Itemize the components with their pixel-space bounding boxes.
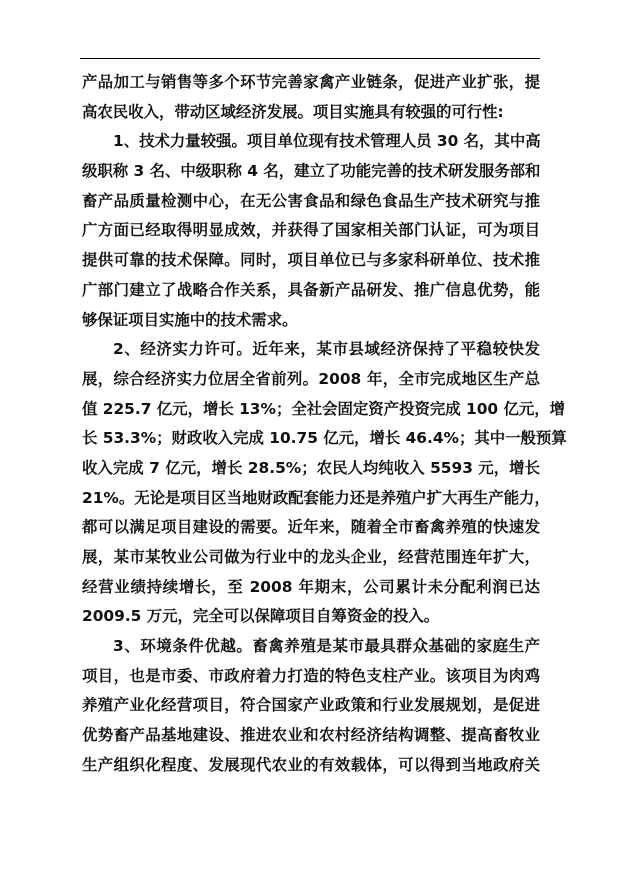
- text-line: 广部门建立了战略合作关系，具备新产品研发、推广信息优势，能: [82, 280, 540, 299]
- text-line: 经营业绩持续增长，至 2008 年期末，公司累计未分配利润已达: [82, 577, 540, 596]
- body-text: [82, 68, 567, 781]
- text-line: 2009.5 万元，完全可以保障项目自筹资金的投入。: [82, 607, 440, 626]
- paragraph-start-line: 1、技术力量较强。项目单位现有技术管理人员 30 名，其中高: [113, 132, 541, 151]
- text-line: 展，综合经济实力位居全省前列。2008 年，全市完成地区生产总: [82, 369, 540, 388]
- text-line: 级职称 3 名、中级职称 4 名，建立了功能完善的技术研发服务部和: [82, 162, 541, 181]
- text-line: 产品加工与销售等多个环节完善家禽产业链条，促进产业扩张，提: [82, 73, 540, 91]
- text-line: 展，某市某牧业公司做为行业中的龙头企业，经营范围连年扩大，: [82, 548, 540, 566]
- text-line: 值 225.7 亿元，增长 13%；全社会固定资产投资完成 100 亿元，增: [82, 399, 566, 418]
- text-line: 长 53.3%；财政收入完成 10.75 亿元，增长 46.4%；其中一般预算: [82, 429, 567, 448]
- text-line: 畜产品质量检测中心，在无公害食品和绿色食品生产技术研究与推: [82, 191, 540, 210]
- text-line: 收入完成 7 亿元，增长 28.5%；农民人均纯收入 5593 元，增长: [82, 458, 540, 477]
- text-line: 高农民收入，带动区域经济发展。项目实施具有较强的可行性:: [82, 102, 504, 121]
- text-line: 够保证项目实施中的技术需求。: [82, 310, 298, 329]
- text-line: 提供可靠的技术保障。同时，项目单位已与多家科研单位、技术推: [82, 251, 540, 270]
- text-line: 优势畜产品基地建设、推进农业和农村经济结构调整、提高畜牧业: [82, 726, 540, 745]
- text-line: 21%。无论是项目区当地财政配套能力还是养殖户扩大再生产能力，: [82, 488, 550, 507]
- paragraph-start-line: 2、经济实力许可。近年来，某市县域经济保持了平稳较快发: [113, 340, 540, 359]
- text-line: 生产组织化程度、发展现代农业的有效载体，可以得到当地政府关: [82, 755, 540, 774]
- text-line: 都可以满足项目建设的需要。近年来，随着全市畜禽养殖的快速发: [82, 518, 540, 537]
- header-rule: [80, 58, 540, 59]
- text-line: 养殖产业化经营项目，符合国家产业政策和行业发展规划，是促进: [82, 696, 540, 715]
- text-line: 项目，也是市委、市政府着力打造的特色支柱产业。该项目为肉鸡: [82, 666, 540, 685]
- paragraph-start-line: 3、环境条件优越。畜禽养殖是某市最具群众基础的家庭生产: [113, 637, 540, 656]
- text-line: 广方面已经取得明显成效，并获得了国家相关部门认证，可为项目: [82, 221, 540, 240]
